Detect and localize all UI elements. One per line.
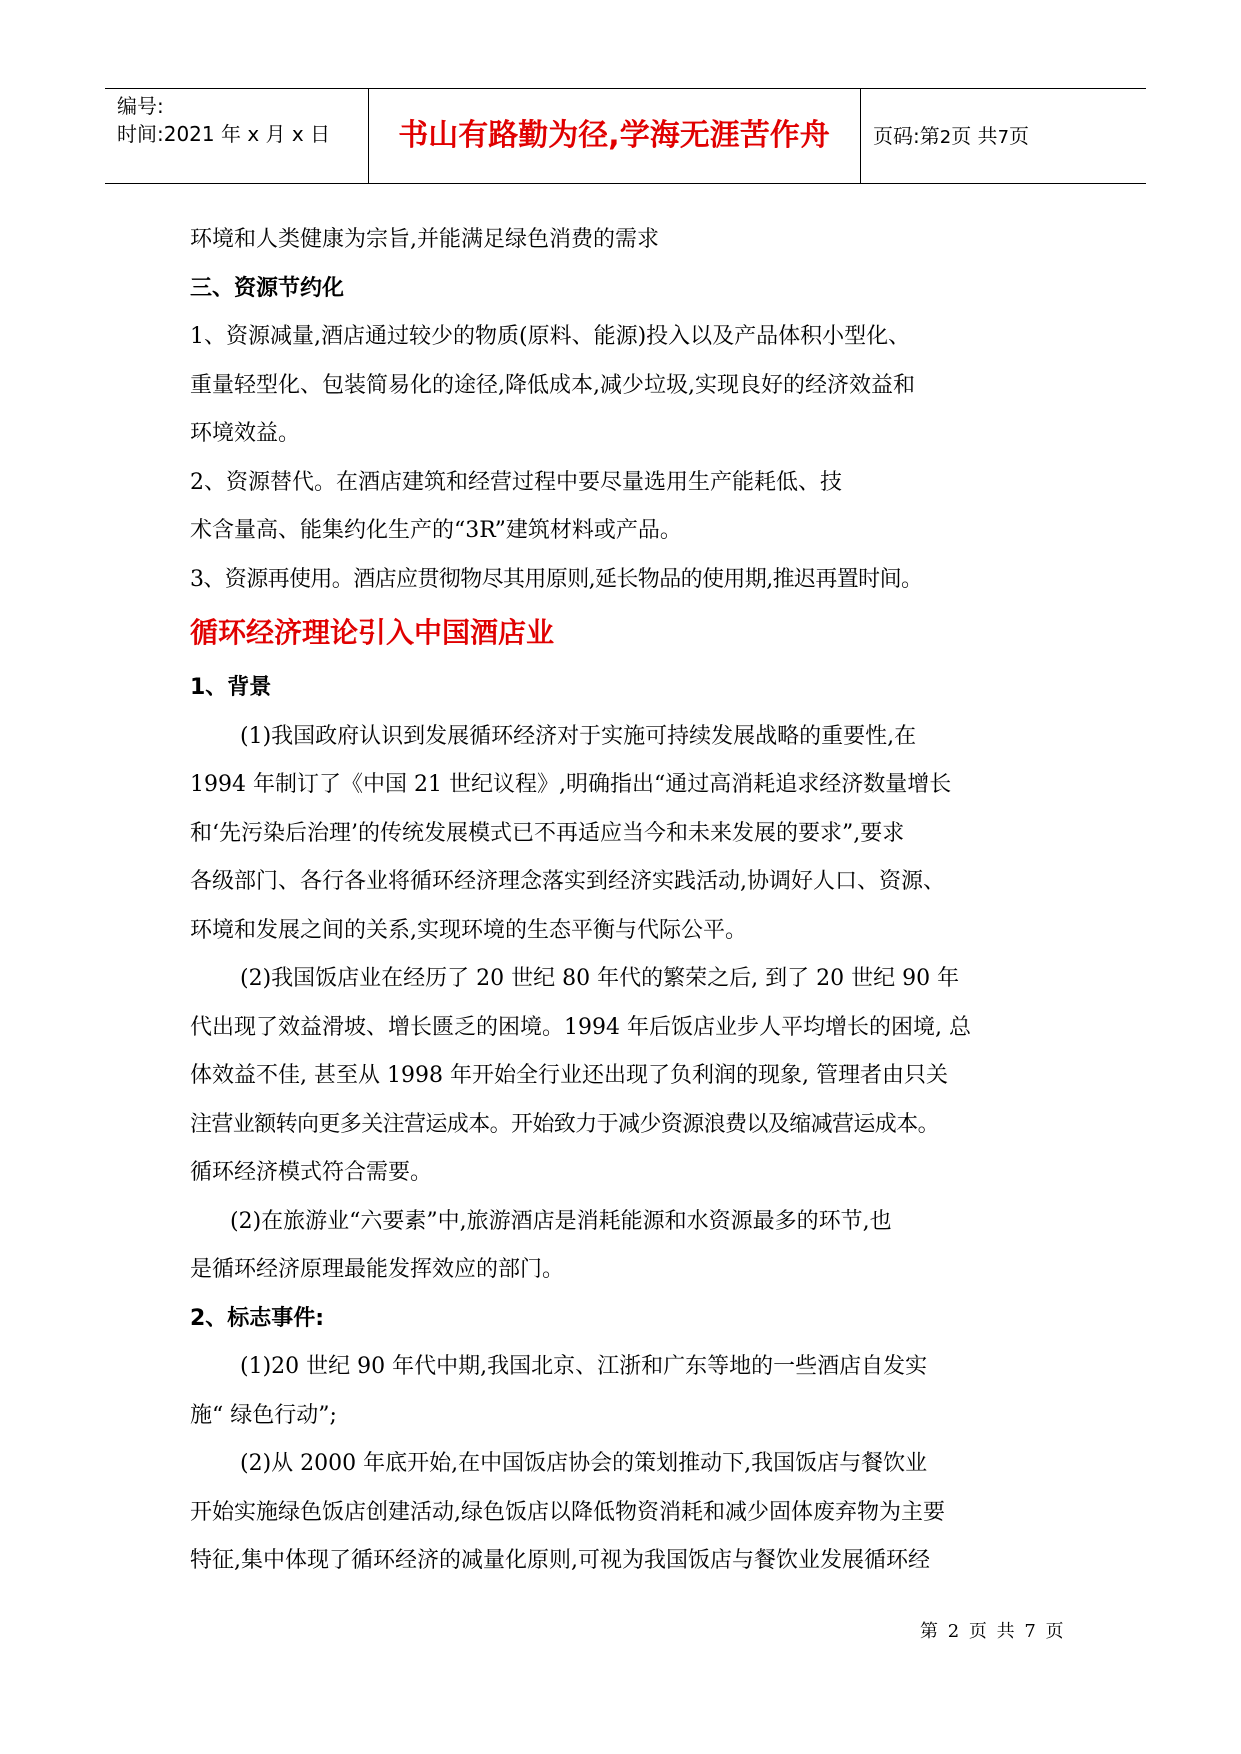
body-line: 注营业额转向更多关注营运成本。开始致力于减少资源浪费以及缩减营运成本。 <box>190 1111 940 1137</box>
body-line: (2)我国饭店业在经历了 20 世纪 80 年代的繁荣之后, 到了 20 世纪 90 年 <box>240 966 960 991</box>
body-line: 开始实施绿色饭店创建活动,绿色饭店以降低物资消耗和减少固体废弃物为主要 <box>190 1499 945 1525</box>
header-motto: 书山有路勤为径,学海无涯苦作舟 <box>398 118 830 153</box>
page-prefix: 页码:第 <box>873 124 940 148</box>
body-line: 1994 年制订了《中国 21 世纪议程》,明确指出“通过高消耗追求经济数量增长 <box>190 772 952 797</box>
header-divider-right <box>860 88 861 183</box>
page-mid: 页 共 <box>951 124 998 148</box>
time-label: 时间:2021 年 x 月 x 日 <box>117 122 331 146</box>
body-line: (2)在旅游业“六要素”中,旅游酒店是消耗能源和水资源最多的环节,也 <box>230 1208 892 1234</box>
body-line: 环境和发展之间的关系,实现环境的生态平衡与代际公平。 <box>190 917 747 943</box>
body-line: 2、资源替代。在酒店建筑和经营过程中要尽量选用生产能耗低、技 <box>190 469 842 495</box>
body-line: 循环经济模式符合需要。 <box>190 1160 433 1185</box>
subsection-heading: 1、背景 <box>190 675 272 700</box>
body-line: 环境效益。 <box>190 421 301 446</box>
body-line: 环境和人类健康为宗旨,并能满足绿色消费的需求 <box>190 227 659 252</box>
header-top-rule <box>105 88 1146 89</box>
number-label: 编号: <box>117 94 164 118</box>
body-line: 体效益不佳, 甚至从 1998 年开始全行业还出现了负利润的现象, 管理者由只关 <box>190 1063 948 1088</box>
page-current: 2 <box>939 127 952 148</box>
body-line: 重量轻型化、包装简易化的途径,降低成本,减少垃圾,实现良好的经济效益和 <box>190 372 915 398</box>
body-line: (1)我国政府认识到发展循环经济对于实施可持续发展战略的重要性,在 <box>240 723 917 749</box>
page-total: 7 <box>997 127 1010 148</box>
document-body <box>190 216 1070 1586</box>
body-line: 术含量高、能集约化生产的“3R”建筑材料或产品。 <box>190 518 682 543</box>
subsection-heading: 2、标志事件: <box>190 1305 325 1331</box>
body-line: 是循环经济原理最能发挥效应的部门。 <box>190 1257 565 1282</box>
body-line: (1)20 世纪 90 年代中期,我国北京、江浙和广东等地的一些酒店自发实 <box>240 1354 928 1379</box>
body-line: (2)从 2000 年底开始,在中国饭店协会的策划推动下,我国饭店与餐饮业 <box>240 1451 928 1476</box>
header-page-info <box>873 122 1029 152</box>
body-line: 1、资源减量,酒店通过较少的物质(原料、能源)投入以及产品体积小型化、 <box>190 324 911 349</box>
header-bottom-rule <box>105 183 1146 184</box>
header-left-cell <box>117 92 330 148</box>
body-line: 特征,集中体现了循环经济的减量化原则,可视为我国饭店与餐饮业发展循环经 <box>190 1548 930 1573</box>
body-line: 各级部门、各行各业将循环经济理念落实到经济实践活动,协调好人口、资源、 <box>190 869 945 894</box>
body-line: 和‘先污染后治理’的传统发展模式已不再适应当今和未来发展的要求”,要求 <box>190 820 905 846</box>
body-line: 代出现了效益滑坡、增长匮乏的困境。1994 年后饭店业步人平均增长的困境, 总 <box>190 1014 971 1040</box>
chapter-heading: 循环经济理论引入中国酒店业 <box>190 616 555 649</box>
section-heading: 三、资源节约化 <box>190 275 345 301</box>
page-suffix: 页 <box>1009 124 1030 148</box>
page-footer: 第 2 页 共 7 页 <box>920 1621 1066 1642</box>
body-line: 施“ 绿色行动”; <box>190 1402 337 1428</box>
body-line: 3、资源再使用。酒店应贯彻物尽其用原则,延长物品的使用期,推迟再置时间。 <box>190 566 923 592</box>
